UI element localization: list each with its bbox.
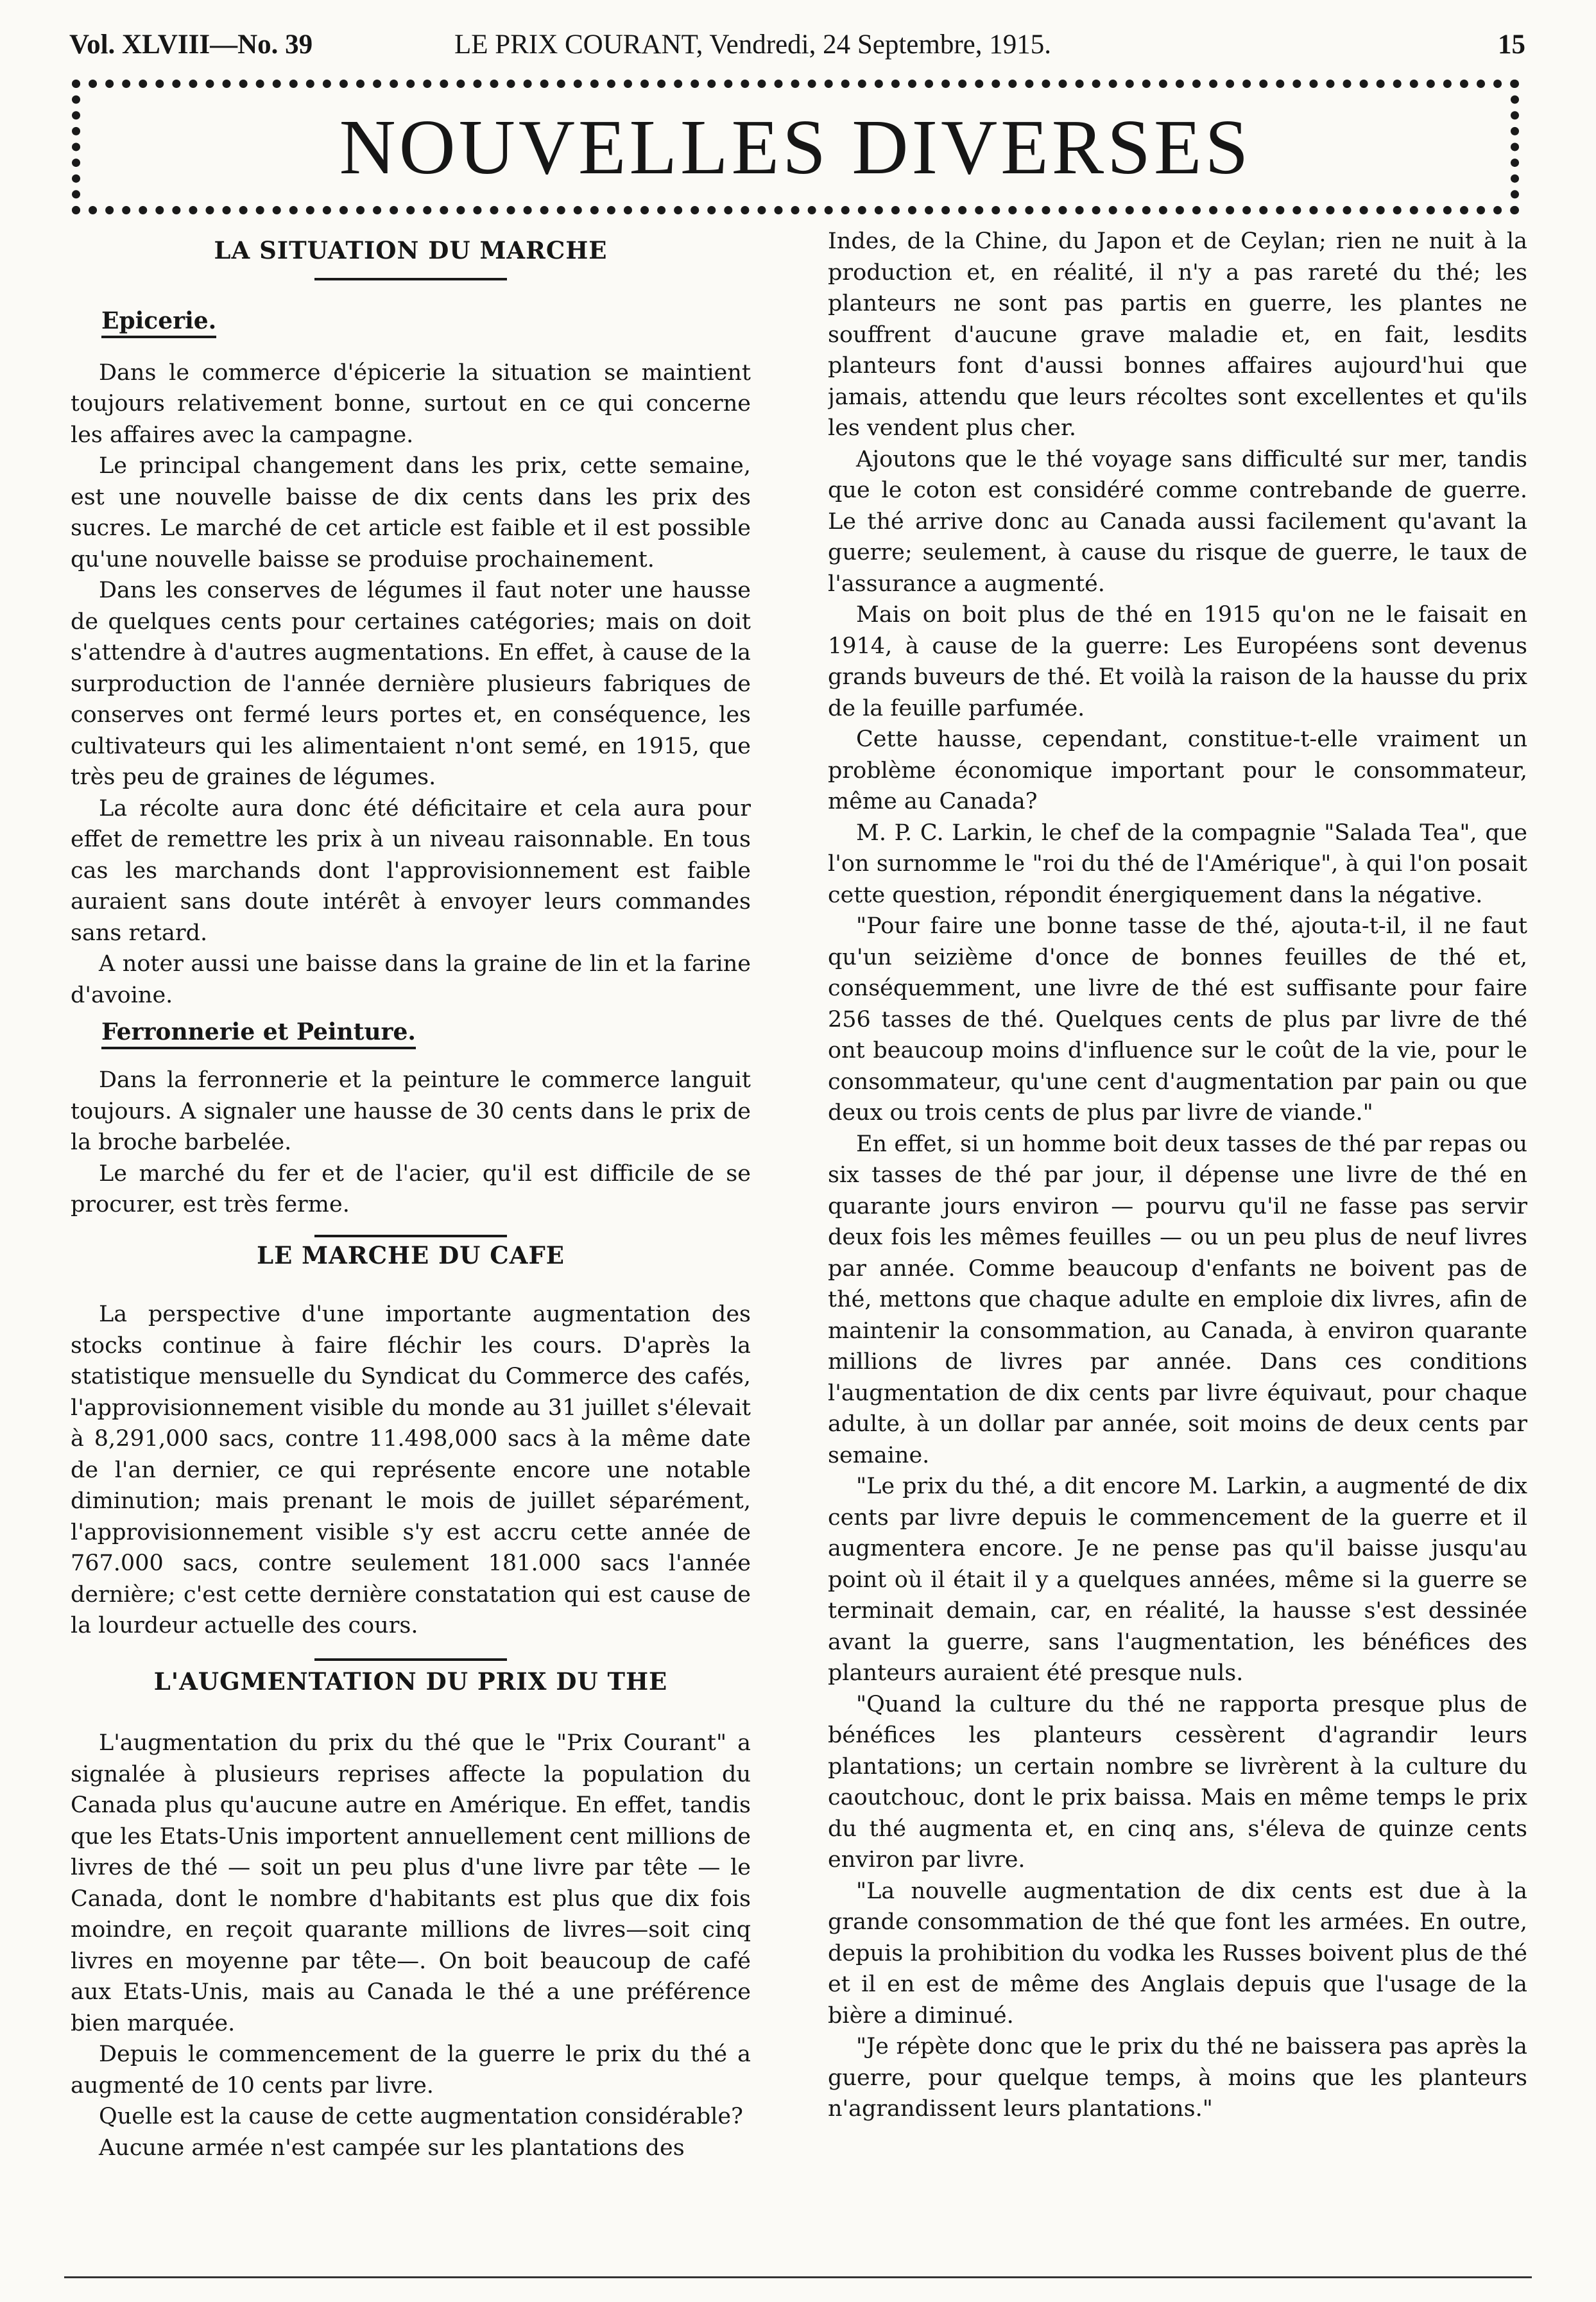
- paragraph: "Quand la culture du thé ne rapporta presque plus de bénéfices les planteurs cessèrent d'agrandir leurs plantations; un certain nombre se livrèrent à la culture du caoutchouc, dont le prix baissa. Mais en même temps le prix du thé augmenta et, en cinq ans, s'éleva de quinze cents environ par livre.: [828, 1691, 1527, 1873]
- paragraph: En effet, si un homme boit deux tasses de thé par repas ou six tasses de thé par jour, il dépense une livre de thé en quarante jours environ — pourvu qu'il ne fasse pas servir deux fois les mêmes feuilles — ou un peu plus de neuf livres par année. Comme beaucoup d'enfants ne boivent pas de thé, mettons que chaque adulte en emploie dix livres, afin de maintenir la consommation, au Canada, à environ quarante millions de livres par année. Dans ces conditions l'augmentation de dix cents par livre équivaut, pour chaque adulte, à un dollar par année, soit moins de deux cents par semaine.: [828, 1131, 1527, 1468]
- page-number: 15: [1498, 30, 1525, 60]
- subheading-ferronnerie: Ferronnerie et Peinture.: [101, 1017, 416, 1049]
- spacer: [71, 1271, 751, 1299]
- section-title: NOUVELLES DIVERSES: [339, 104, 1252, 191]
- paragraph: La récolte aura donc été déficitaire et cela aura pour effet de remettre les prix à un niveau raisonnable. En tous cas les marchands dont l'approvisionnement est faible auraient sans doute intérêt à envoyer leurs commandes sans retard.: [71, 795, 751, 946]
- section-rule: [314, 1658, 507, 1661]
- paragraph: A noter aussi une baisse dans la graine de lin et la farine d'avoine.: [71, 951, 751, 1008]
- article-heading-tea-price: L'AUGMENTATION DU PRIX DU THE: [153, 1667, 668, 1696]
- paragraph: Dans le commerce d'épicerie la situation se maintient toujours relativement bonne, surtout en ce qui concerne les affaires avec la campagne.: [71, 359, 751, 448]
- right-column: [828, 226, 1527, 2273]
- section-rule: [314, 1235, 507, 1237]
- paragraph: "La nouvelle augmentation de dix cents est due à la grande consommation de thé que font les armées. En outre, depuis la prohibition du vodka les Russes boivent plus de thé et il en est de même des Anglais depuis que l'usage de la bière a diminué.: [828, 1878, 1527, 2029]
- paragraph: "Je répète donc que le prix du thé ne baissera pas après la guerre, pour quelque temps, à moins que les planteurs n'agrandissent leurs plantations.": [828, 2034, 1527, 2122]
- paragraph: M. P. C. Larkin, le chef de la compagnie "Salada Tea", que l'on surnomme le "roi du thé de l'Amérique", à qui l'on posait cette question, répondit énergiquement dans la négative.: [828, 820, 1527, 908]
- paragraph: Mais on boit plus de thé en 1915 qu'on ne le faisait en 1914, à cause de la guerre: Les Européens sont devenus grands buveurs de thé. Et voilà la raison de la hausse du prix de la feuille parfumée.: [828, 602, 1527, 721]
- paragraph: Aucune armée n'est campée sur les plantations des: [99, 2135, 685, 2161]
- article-heading-coffee-market: LE MARCHE DU CAFE: [257, 1241, 565, 1269]
- paragraph: "Pour faire une bonne tasse de thé, ajouta-t-il, il ne faut qu'un seizième d'once de bonnes feuilles de thé et, conséquemment, une livre de thé est suffisante pour faire 256 tasses de thé. Quelques cents de plus par livre de thé ont beaucoup moins d'influence sur le coût de la vie, pour le consommateur, qu'une cent d'augmentation par pain ou que deux ou trois cents de plus par livre de viande.": [828, 913, 1527, 1126]
- left-column: [71, 226, 751, 2273]
- paragraph: Le marché du fer et de l'acier, qu'il est difficile de se procurer, est très ferme.: [71, 1160, 751, 1217]
- paragraph: La perspective d'une importante augmentation des stocks continue à faire fléchir les cours. D'après la statistique mensuelle du Syndicat du Commerce des cafés, l'approvisionnement visible du monde au 31 juillet s'élevait à 8,291,000 sacs, contre 11.498,000 sacs à la même date de l'an dernier, ce qui représente encore une notable diminution; mais prenant le mois de juillet séparément, l'approvisionnement visible s'y est accru cette année de 767.000 sacs, contre seulement 181.000 sacs l'année dernière; c'est cette dernière constatation qui est cause de la lourdeur actuelle des cours.: [71, 1301, 751, 1638]
- spacer: [71, 1697, 751, 1728]
- paragraph: L'augmentation du prix du thé que le "Prix Courant" a signalée à plusieurs reprises affecte la population du Canada plus qu'aucune autre en Amérique. En effet, tandis que les Etats-Unis importent annuellement cent millions de livres de thé — soit un peu plus d'une livre par tête — le Canada, dont le nombre d'habitants est plus que dix fois moindre, en reçoit quarante millions de livres—soit cinq livres en moyenne par tête—. On boit beaucoup de café aux Etats-Unis, mais au Canada le thé a une préférence bien marquée.: [71, 1730, 751, 2036]
- subheading-epicerie: Epicerie.: [101, 306, 216, 338]
- bottom-rule: [64, 2276, 1532, 2278]
- paragraph: Indes, de la Chine, du Japon et de Ceylan; rien ne nuit à la production et, en réalité, il n'y a pas rareté du thé; les planteurs ne sont pas partis en guerre, les plantes ne souffrent d'aucune grave maladie et, en fait, lesdits planteurs font d'aussi bonnes affaires aujourd'hui que jamais, attendu que leurs récoltes sont excellentes et qu'ils les vendent plus cher.: [828, 228, 1527, 441]
- paragraph: Dans les conserves de légumes il faut noter une hausse de quelques cents pour certaines catégories; mais on doit s'attendre à d'autres augmentations. En effet, à cause de la surproduction de l'année dernière plusieurs fabriques de conserves ont fermé leurs portes et, en conséquence, les cultivateurs qui les alimentaient n'ont semé, en 1915, que très peu de graines de légumes.: [71, 578, 751, 790]
- section-banner: [72, 80, 1519, 214]
- paragraph: Cette hausse, cependant, constitue-t-elle vraiment un problème économique important pour le consommateur, même au Canada?: [828, 726, 1527, 814]
- volume-number: Vol. XLVIII—No. 39: [69, 30, 313, 60]
- publication-date-line: LE PRIX COURANT, Vendredi, 24 Septembre, 1915.: [454, 30, 1051, 60]
- paragraph: Quelle est la cause de cette augmentation considérable?: [99, 2104, 743, 2129]
- paragraph: "Le prix du thé, a dit encore M. Larkin, a augmenté de dix cents par livre depuis le commencement de la guerre et il augmentera encore. Je ne pense pas qu'il baisse jusqu'au point où il était il y a quelques années, même si la guerre se terminait demain, car, en réalité, la hausse s'est dessinée avant la guerre, sans l'augmentation, les bénéfices des planteurs auraient été presque nuls.: [828, 1473, 1527, 1686]
- running-header: [69, 28, 1525, 62]
- paragraph: Depuis le commencement de la guerre le prix du thé a augmenté de 10 cents par livre.: [71, 2041, 751, 2099]
- paragraph: Dans la ferronnerie et la peinture le commerce languit toujours. A signaler une hausse de 30 cents dans le prix de la broche barbelée.: [71, 1067, 751, 1155]
- article-heading-market-situation: LA SITUATION DU MARCHE: [214, 236, 608, 264]
- paragraph: Ajoutons que le thé voyage sans difficulté sur mer, tandis que le coton est considéré comme contrebande de guerre. Le thé arrive donc au Canada aussi facilement qu'avant la guerre; seulement, à cause du risque de guerre, le taux de l'assurance a augmenté.: [828, 446, 1527, 597]
- paragraph: Le principal changement dans les prix, cette semaine, est une nouvelle baisse de dix cents dans les prix des sucres. Le marché de cet article est faible et il est possible qu'une nouvelle baisse se produise prochainement.: [71, 453, 751, 572]
- heading-rule: [314, 278, 507, 280]
